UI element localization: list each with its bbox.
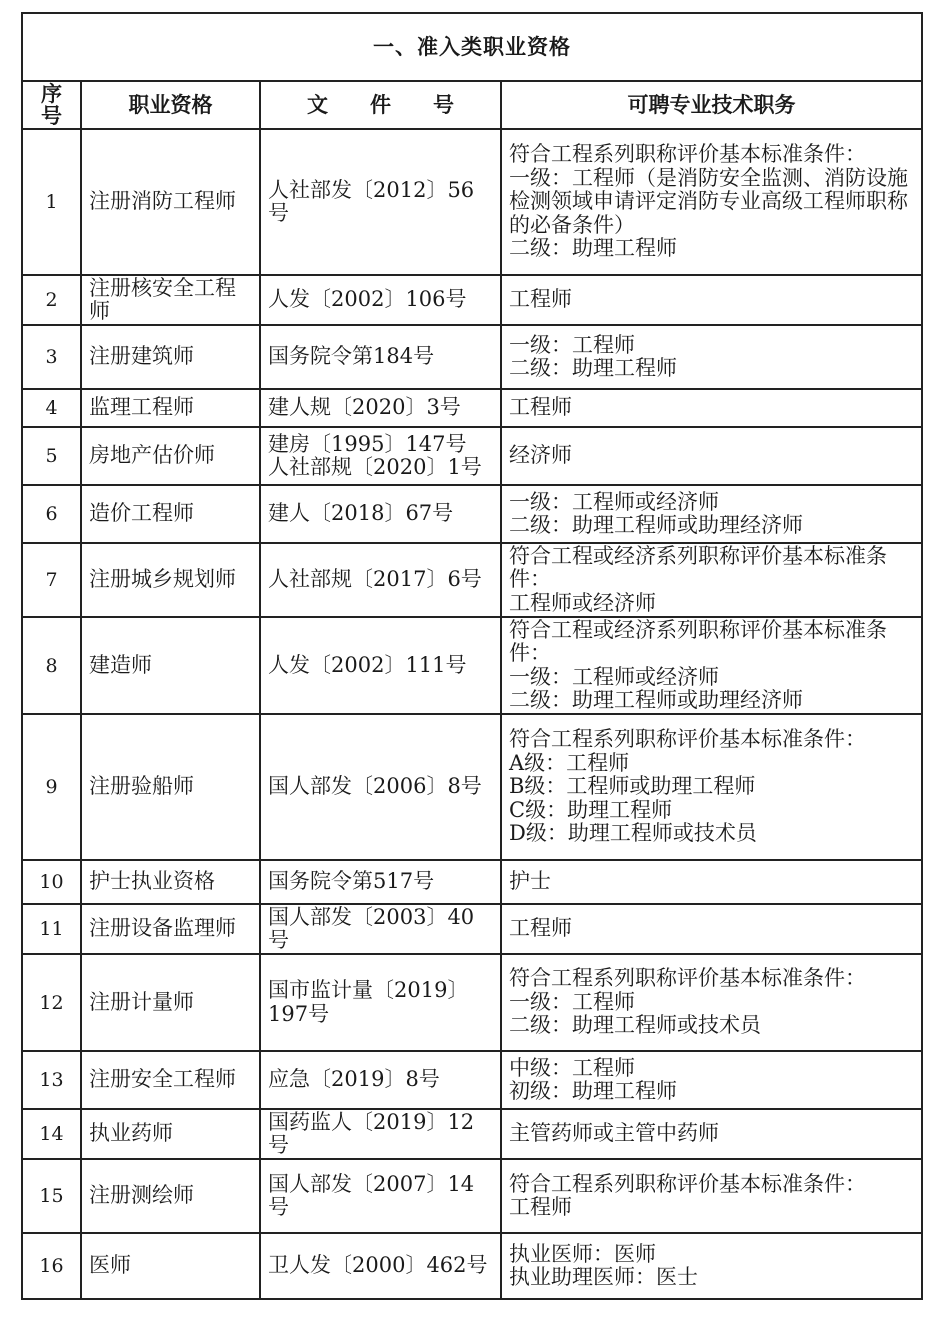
position-line: 符合工程系列职称评价基本标准条件：: [509, 142, 866, 167]
header-positions: 可聘专业技术职务: [501, 81, 922, 129]
position-line: 符合工程系列职称评价基本标准条件：: [509, 1171, 866, 1196]
qualification-cell: 注册安全工程师: [81, 1051, 260, 1109]
positions-cell: [501, 129, 922, 275]
qualification-cell: 医师: [81, 1233, 260, 1299]
position-line: 符合工程系列职称评价基本标准条件：: [509, 727, 866, 752]
row-index-cell: 10: [22, 860, 81, 904]
row-index-cell: 1: [22, 129, 81, 275]
document-number-cell: 人发〔2002〕111号: [260, 617, 501, 714]
position-line: 二级：助理工程师或助理经济师: [509, 513, 803, 537]
positions-cell: [501, 543, 922, 617]
table-row: [22, 485, 922, 543]
positions-cell: [501, 427, 922, 485]
qualification-cell: 造价工程师: [81, 485, 260, 543]
table-row: [22, 275, 922, 325]
document-number-cell: 人社部发〔2012〕56号: [260, 129, 501, 275]
positions-cell: [501, 275, 922, 325]
position-line: 符合工程系列职称评价基本标准条件：: [509, 966, 866, 991]
position-line: C级：助理工程师: [509, 797, 673, 822]
position-line: 一级：工程师: [509, 989, 635, 1014]
position-line: 工程师: [509, 287, 572, 312]
document-number-cell: 人发〔2002〕106号: [260, 275, 501, 325]
row-index-cell: 13: [22, 1051, 81, 1109]
qualification-table: [21, 12, 923, 1300]
position-line: A级：工程师: [509, 750, 630, 775]
table-row: [22, 617, 922, 714]
header-index: 序 号: [22, 81, 81, 129]
qualification-cell: 护士执业资格: [81, 860, 260, 904]
row-index-cell: 12: [22, 954, 81, 1051]
qualification-cell: 注册建筑师: [81, 325, 260, 389]
position-line: 二级：助理工程师: [509, 356, 677, 380]
position-line: 主管药师或主管中药师: [509, 1121, 719, 1146]
document-number-cell: 建人〔2018〕67号: [260, 485, 501, 543]
position-line: D级：助理工程师或技术员: [509, 821, 757, 846]
row-index-cell: 2: [22, 275, 81, 325]
positions-cell: [501, 617, 922, 714]
table-row: [22, 954, 922, 1051]
document-number-cell: 国市监计量〔2019〕197号: [260, 954, 501, 1051]
document-number-cell: 国人部发〔2003〕40号: [260, 904, 501, 954]
table-row: [22, 427, 922, 485]
positions-cell: [501, 1159, 922, 1233]
document-number-cell: 国人部发〔2007〕14号: [260, 1159, 501, 1233]
table-row: [22, 1233, 922, 1299]
table-row: [22, 325, 922, 389]
positions-cell: [501, 1233, 922, 1299]
header-row: [22, 81, 922, 129]
position-line: 工程师: [509, 916, 572, 941]
row-index-cell: 11: [22, 904, 81, 954]
positions-cell: [501, 860, 922, 904]
position-line: 护士: [509, 869, 551, 894]
table-row: [22, 389, 922, 427]
qualification-cell: 建造师: [81, 617, 260, 714]
position-line: 一级：工程师或经济师: [509, 664, 719, 689]
document-number-cell: 卫人发〔2000〕462号: [260, 1233, 501, 1299]
positions-cell: [501, 1051, 922, 1109]
positions-cell: [501, 954, 922, 1051]
positions-cell: [501, 1109, 922, 1159]
qualification-cell: 注册计量师: [81, 954, 260, 1051]
qualification-cell: 注册设备监理师: [81, 904, 260, 954]
table-row: [22, 904, 922, 954]
position-line: 一级：工程师: [509, 332, 635, 357]
table-row: [22, 1051, 922, 1109]
row-index-cell: 5: [22, 427, 81, 485]
positions-cell: [501, 325, 922, 389]
row-index-cell: 14: [22, 1109, 81, 1159]
qualification-cell: 注册测绘师: [81, 1159, 260, 1233]
row-index-cell: 6: [22, 485, 81, 543]
row-index-cell: 7: [22, 543, 81, 617]
document-number-cell: 国务院令第184号: [260, 325, 501, 389]
row-index-cell: 3: [22, 325, 81, 389]
positions-cell: [501, 904, 922, 954]
header-qualification: 职业资格: [81, 81, 260, 129]
position-line: 工程师: [509, 1195, 572, 1219]
position-line: 中级：工程师: [509, 1055, 635, 1080]
position-line: 执业医师：医师: [509, 1241, 656, 1266]
table-row: [22, 860, 922, 904]
document-number-cell: 应急〔2019〕8号: [260, 1051, 501, 1109]
qualification-cell: 房地产估价师: [81, 427, 260, 485]
position-line: 一级：工程师（是消防安全监测、消防设施检测领域申请评定消防专业高级工程师职称的必备条件）: [509, 165, 908, 237]
qualification-cell: 注册核安全工程师: [81, 275, 260, 325]
position-line: 符合工程或经济系列职称评价基本标准条件：: [509, 617, 887, 665]
qualification-cell: 注册城乡规划师: [81, 543, 260, 617]
document-number-cell: 建房〔1995〕147号 人社部规〔2020〕1号: [260, 427, 501, 485]
position-line: 工程师: [509, 395, 572, 420]
position-line: B级：工程师或助理工程师: [509, 774, 756, 799]
document-number-cell: 建人规〔2020〕3号: [260, 389, 501, 427]
qualification-cell: 注册消防工程师: [81, 129, 260, 275]
table-row: [22, 543, 922, 617]
positions-cell: [501, 485, 922, 543]
document-number-cell: 国务院令第517号: [260, 860, 501, 904]
position-line: 一级：工程师或经济师: [509, 489, 719, 514]
table-title: 一、准入类职业资格: [22, 13, 922, 81]
row-index-cell: 15: [22, 1159, 81, 1233]
position-line: 经济师: [509, 443, 572, 468]
qualification-table-container: [21, 12, 923, 1300]
position-line: 二级：助理工程师或技术员: [509, 1013, 761, 1038]
positions-cell: [501, 389, 922, 427]
row-index-cell: 16: [22, 1233, 81, 1299]
position-line: 二级：助理工程师: [509, 236, 677, 261]
table-row: [22, 714, 922, 860]
row-index-cell: 4: [22, 389, 81, 427]
position-line: 符合工程或经济系列职称评价基本标准条件：: [509, 543, 887, 592]
row-index-cell: 8: [22, 617, 81, 714]
position-line: 执业助理医师：医士: [509, 1265, 698, 1289]
table-body: [22, 129, 922, 1299]
position-line: 初级：助理工程师: [509, 1079, 677, 1103]
row-index-cell: 9: [22, 714, 81, 860]
qualification-cell: 注册验船师: [81, 714, 260, 860]
qualification-cell: 监理工程师: [81, 389, 260, 427]
header-document: 文 件 号: [260, 81, 501, 129]
position-line: 二级：助理工程师或助理经济师: [509, 688, 803, 712]
qualification-cell: 执业药师: [81, 1109, 260, 1159]
document-number-cell: 人社部规〔2017〕6号: [260, 543, 501, 617]
positions-cell: [501, 714, 922, 860]
table-row: [22, 129, 922, 275]
position-line: 工程师或经济师: [509, 590, 656, 615]
table-row: [22, 1109, 922, 1159]
document-number-cell: 国药监人〔2019〕12号: [260, 1109, 501, 1159]
table-row: [22, 1159, 922, 1233]
document-number-cell: 国人部发〔2006〕8号: [260, 714, 501, 860]
